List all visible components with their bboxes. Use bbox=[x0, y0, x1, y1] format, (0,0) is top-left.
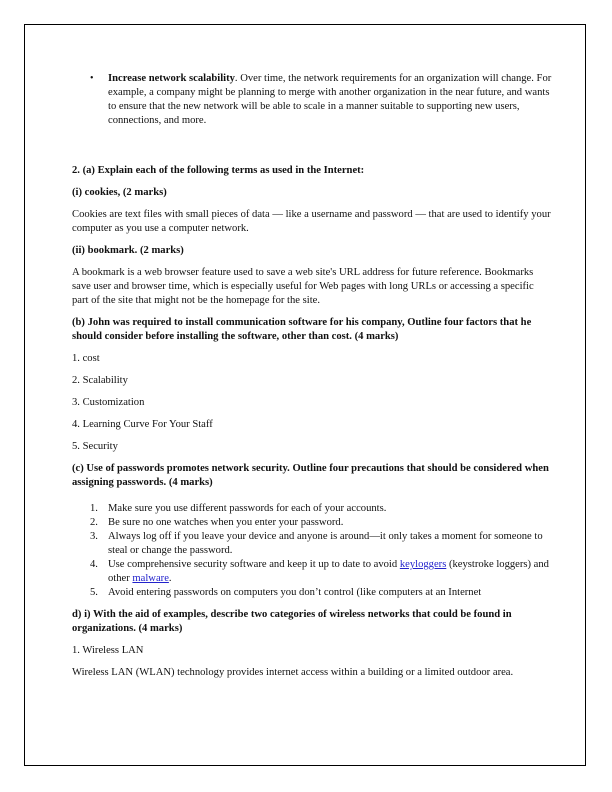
list-item bbox=[72, 586, 552, 600]
malware-link[interactable]: malware bbox=[132, 573, 169, 584]
question-2a-ii-answer: A bookmark is a web browser feature used to save a web site's URL address for future reference. Bookmarks save user and browser time, which is especially useful for Web pages with long URLs or accessing a specific part of the site that might not be the homepage for the site. bbox=[72, 267, 534, 306]
question-2a-heading: 2. (a) Explain each of the following terms as used in the Internet: bbox=[72, 165, 365, 176]
list-text: Be sure no one watches when you enter your password. bbox=[108, 517, 344, 528]
password-precautions-list bbox=[72, 502, 552, 600]
question-2b-answer-1: 1. cost bbox=[72, 353, 100, 364]
question-2a-ii-heading: (ii) bookmark. (2 marks) bbox=[72, 245, 184, 256]
list-item bbox=[72, 558, 552, 586]
list-text: Make sure you use different passwords for each of your accounts. bbox=[108, 503, 387, 514]
bullet-text: . Over time, the network requirements for an organization will change. For example, a company might be planning to merge with another organization in the near future, and wants to ensure that the new network will be able to scale in a manner suitable to supporting new users, connections, and more. bbox=[108, 73, 552, 126]
bullet-icon: • bbox=[90, 73, 94, 84]
question-2d-answer-text: Wireless LAN (WLAN) technology provides internet access within a building or a limited outdoor area. bbox=[72, 667, 514, 678]
question-2d-answer-title: 1. Wireless LAN bbox=[72, 645, 144, 656]
question-2a-i-answer: Cookies are text files with small pieces of data — like a username and password — that are used to identify your computer as you use a computer network. bbox=[72, 209, 551, 234]
question-2b-heading: (b) John was required to install communication software for his company, Outline four factors that he should consider before installing the software, other than cost. (4 marks) bbox=[72, 317, 532, 342]
question-2d-heading: d) i) With the aid of examples, describe two categories of wireless networks that could be found in organizations. (4 marks) bbox=[72, 609, 512, 634]
keyloggers-link[interactable]: keyloggers bbox=[399, 559, 447, 570]
list-item bbox=[72, 530, 552, 558]
list-number: 3. bbox=[90, 531, 98, 542]
bullet-item bbox=[72, 72, 552, 128]
question-2b-answer-2: 2. Scalability bbox=[72, 375, 128, 386]
bullet-bold-lead: Increase network scalability bbox=[108, 73, 235, 84]
question-2c-heading: (c) Use of passwords promotes network security. Outline four precautions that should be considered when assigning passwords. (4 marks) bbox=[72, 463, 549, 488]
list-item bbox=[72, 502, 552, 516]
question-2b-answer-3: 3. Customization bbox=[72, 397, 145, 408]
list-text-before: Use comprehensive security software and keep it up to date to avoid bbox=[108, 559, 400, 570]
question-2a-i-heading: (i) cookies, (2 marks) bbox=[72, 187, 167, 198]
question-2b-answer-4: 4. Learning Curve For Your Staff bbox=[72, 419, 213, 430]
list-text-after: . bbox=[168, 573, 172, 584]
list-number: 2. bbox=[90, 517, 98, 528]
question-2b-answer-5: 5. Security bbox=[72, 441, 118, 452]
bullet-list bbox=[72, 72, 552, 128]
document-content bbox=[72, 72, 552, 680]
list-text-middle: (keystroke loggers) and other bbox=[108, 559, 549, 584]
list-item bbox=[72, 516, 552, 530]
list-text: Always log off if you leave your device and anyone is around—it only takes a moment for someone to steal or change the password. bbox=[108, 531, 543, 556]
list-number: 5. bbox=[90, 587, 98, 598]
list-text: Avoid entering passwords on computers you don’t control (like computers at an Internet bbox=[108, 587, 482, 598]
list-number: 1. bbox=[90, 503, 98, 514]
list-number: 4. bbox=[90, 559, 98, 570]
